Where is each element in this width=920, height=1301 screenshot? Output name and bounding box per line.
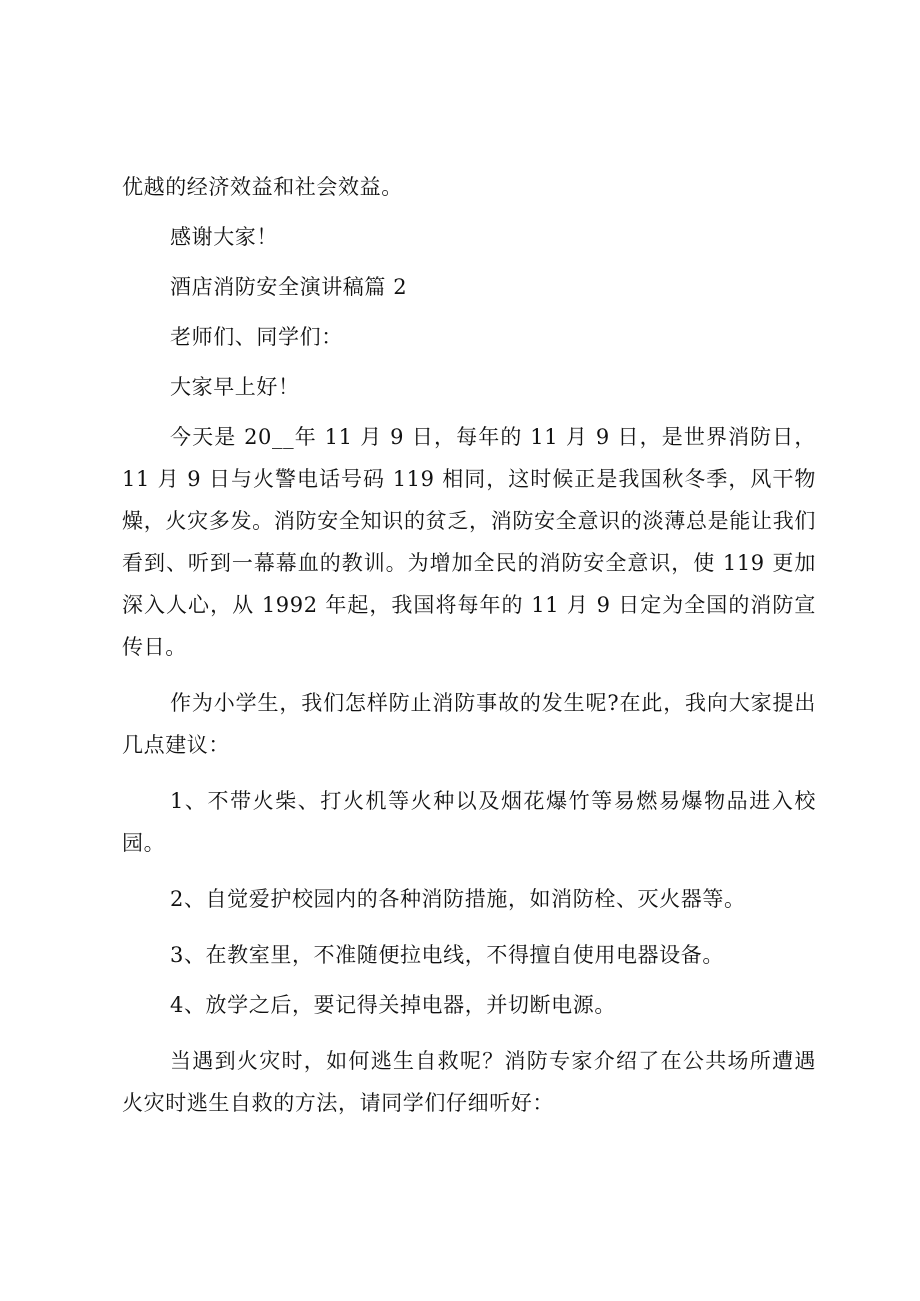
paragraph-continuation: 优越的经济效益和社会效益。 xyxy=(122,175,403,199)
paragraph-question: 作为小学生，我们怎样防止消防事故的发生呢?在此，我向大家提出几点建议： xyxy=(122,691,816,757)
paragraph-thanks: 感谢大家！ xyxy=(170,225,278,249)
list-item-4: 4、放学之后，要记得关掉电器，并切断电源。 xyxy=(170,993,616,1017)
paragraph-salutation: 老师们、同学们： xyxy=(170,325,343,349)
paragraph-greeting: 大家早上好！ xyxy=(170,375,300,399)
list-item-1: 1、不带火柴、打火机等火种以及烟花爆竹等易燃易爆物品进入校园。 xyxy=(122,789,816,855)
list-item-3: 3、在教室里，不准随便拉电线，不得擅自使用电器设备。 xyxy=(170,943,724,967)
list-item-2: 2、自觉爱护校园内的各种消防措施，如消防栓、灭火器等。 xyxy=(170,887,746,911)
section-title: 酒店消防安全演讲稿篇 2 xyxy=(170,275,408,299)
paragraph-escape: 当遇到火灾时，如何逃生自救呢？消防专家介绍了在公共场所遭遇火灾时逃生自救的方法，请同学们仔细听好： xyxy=(122,1049,816,1115)
document-body xyxy=(122,166,816,1124)
paragraph-fire-day: 今天是 20__年 11 月 9 日，每年的 11 月 9 日，是世界消防日，11 月 9 日与火警电话号码 119 相同，这时候正是我国秋冬季，风干物燥，火灾多发。消防安全知识的贫乏，消防安全意识的淡薄总是能让我们看到、听到一幕幕血的教训。为增加全民的消防安全意识，使 119 更加深入人心，从 1992 年起，我国将每年的 11 月 9 日定为全国的消防宣传日。 xyxy=(122,425,816,659)
